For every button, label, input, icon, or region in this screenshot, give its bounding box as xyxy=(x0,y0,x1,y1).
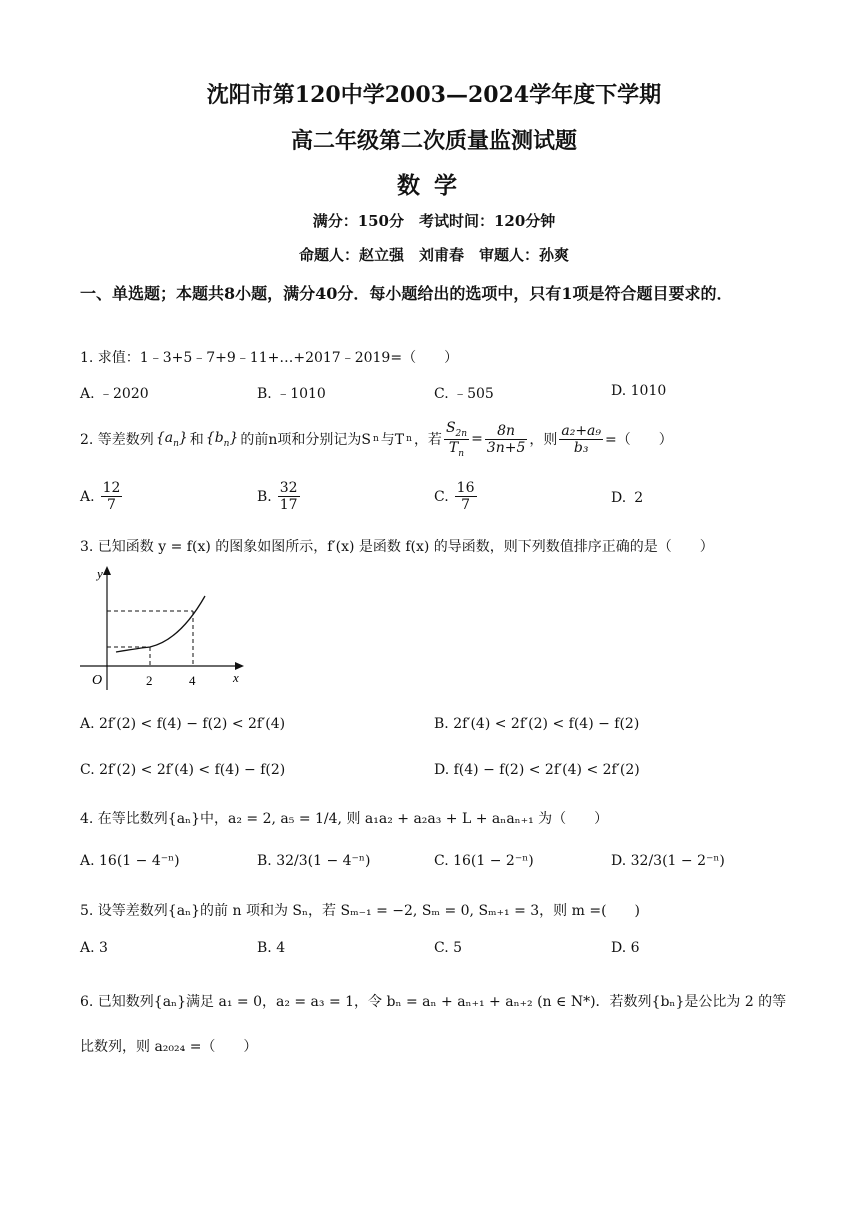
ratio-value-fraction: $\frac{8n}{3n+5}$ xyxy=(486,422,526,456)
question-2-text-mid2: 与T xyxy=(380,432,405,449)
question-2-text-mid: 的前n项和分别记为S xyxy=(240,432,371,449)
question-2-stem: 2. 等差数列 $\{a_n\}$ 和 $\{b_n\}$ 的前n项和分别记为S n 与T n ，若 $\frac{S_{2n}}{T_n}$ = $\frac{8n}{3n+5}$ ，则 $\frac{\text{a₂+a₉}}{\text{b₃}}$ =（ ） xyxy=(80,420,673,459)
question-3-option-d: D. f(4) − f(2) < 2f′(4) < 2f′(2) xyxy=(434,762,640,778)
question-5-option-c: C. 5 xyxy=(434,940,463,956)
question-4-option-b: B. 32/3(1 − 4⁻ⁿ) xyxy=(257,853,371,869)
question-5-option-a: A. 3 xyxy=(80,940,108,956)
question-4-option-d: D. 32/3(1 − 2⁻ⁿ) xyxy=(611,853,725,869)
origin-label: O xyxy=(92,673,103,688)
query-fraction: $\frac{\text{a₂+a₉}}{\text{b₃}}$ xyxy=(561,422,602,456)
question-2-text-ze: ，则 xyxy=(529,432,558,449)
question-2-option-a: A. $\frac{12}{7}$ xyxy=(80,480,121,513)
question-1-option-c: C. ﹣505 xyxy=(434,386,494,402)
subject-title: 数学 xyxy=(397,172,471,199)
question-6-line-1: 6. 已知数列{aₙ}满足 a₁ = 0，a₂ = a₃ = 1，令 bₙ = aₙ + aₙ₊₁ + aₙ₊₂ (n ∈ N*)．若数列{bₙ}是公比为 2 的等 xyxy=(80,994,787,1010)
function-graph xyxy=(80,560,250,700)
question-2-prefix: 2. 等差数列 xyxy=(80,432,154,449)
ratio-st-fraction: $\frac{S_{2n}}{T_n}$ xyxy=(445,420,468,459)
question-4-option-a: A. 16(1 − 4⁻ⁿ) xyxy=(80,853,180,869)
question-3-option-b: B. 2f′(4) < 2f′(2) < f(4) − f(2) xyxy=(434,716,640,732)
question-3-stem: 3. 已知函数 y = f(x) 的图象如图所示，f′(x) 是函数 f(x) 的导函数，则下列数值排序正确的是（ ） xyxy=(80,539,714,555)
x-axis-arrow xyxy=(235,662,244,670)
question-2-option-c: C. $\frac{16}{7}$ xyxy=(434,480,475,513)
question-3-option-a: A. 2f′(2) < f(4) − f(2) < 2f′(4) xyxy=(80,716,286,732)
question-5-option-d: D. 6 xyxy=(611,940,640,956)
authors-line: 命题人：赵立强 刘甫春 审题人：孙爽 xyxy=(298,246,569,264)
tick-4-label: 4 xyxy=(189,673,196,688)
sequence-b: $\{b_n\}$ xyxy=(205,429,239,449)
exam-title: 沈阳市第120中学2003—2024学年度下学期 xyxy=(206,82,662,108)
tick-2-label: 2 xyxy=(146,673,153,688)
question-2-tail: =（ ） xyxy=(605,432,673,449)
function-curve xyxy=(116,596,205,652)
question-1-option-b: B. ﹣1010 xyxy=(257,386,326,402)
question-5-stem: 5. 设等差数列{aₙ}的前 n 项和为 Sₙ，若 Sₘ₋₁ = −2, Sₘ = 0, Sₘ₊₁ = 3，则 m =( ) xyxy=(80,903,640,919)
exam-subtitle: 高二年级第二次质量监测试题 xyxy=(290,128,577,154)
section-heading: 一、单选题；本题共8小题，满分40分．每小题给出的选项中，只有1项是符合题目要求的． xyxy=(80,284,733,303)
question-4-stem: 4. 在等比数列{aₙ}中，a₂ = 2, a₅ = 1/4, 则 a₁a₂ + a₂a₃ + L + aₙaₙ₊₁ 为（ ） xyxy=(80,811,609,827)
question-1-option-d: D. 1010 xyxy=(611,383,667,399)
question-2-text-ruo: ，若 xyxy=(413,432,442,449)
question-5-option-b: B. 4 xyxy=(257,940,286,956)
question-2-option-d: D. 2 xyxy=(611,490,644,506)
question-4-option-c: C. 16(1 − 2⁻ⁿ) xyxy=(434,853,534,869)
y-label: y xyxy=(97,566,103,581)
question-2-option-b: B. $\frac{32}{17}$ xyxy=(257,480,298,513)
x-label: x xyxy=(233,670,239,685)
question-6-line-2: 比数列，则 a₂₀₂₄ =（ ） xyxy=(80,1039,258,1055)
question-1-stem: 1. 求值：1﹣3+5﹣7+9﹣11+…+2017﹣2019=（ ） xyxy=(80,350,459,366)
score-time-line: 满分：150分 考试时间：120分钟 xyxy=(312,212,556,230)
sequence-a: $\{a_n\}$ xyxy=(155,429,188,449)
question-1-option-a: A. ﹣2020 xyxy=(80,386,149,402)
y-axis-arrow xyxy=(103,566,111,575)
question-3-option-c: C. 2f′(2) < 2f′(4) < f(4) − f(2) xyxy=(80,762,286,778)
